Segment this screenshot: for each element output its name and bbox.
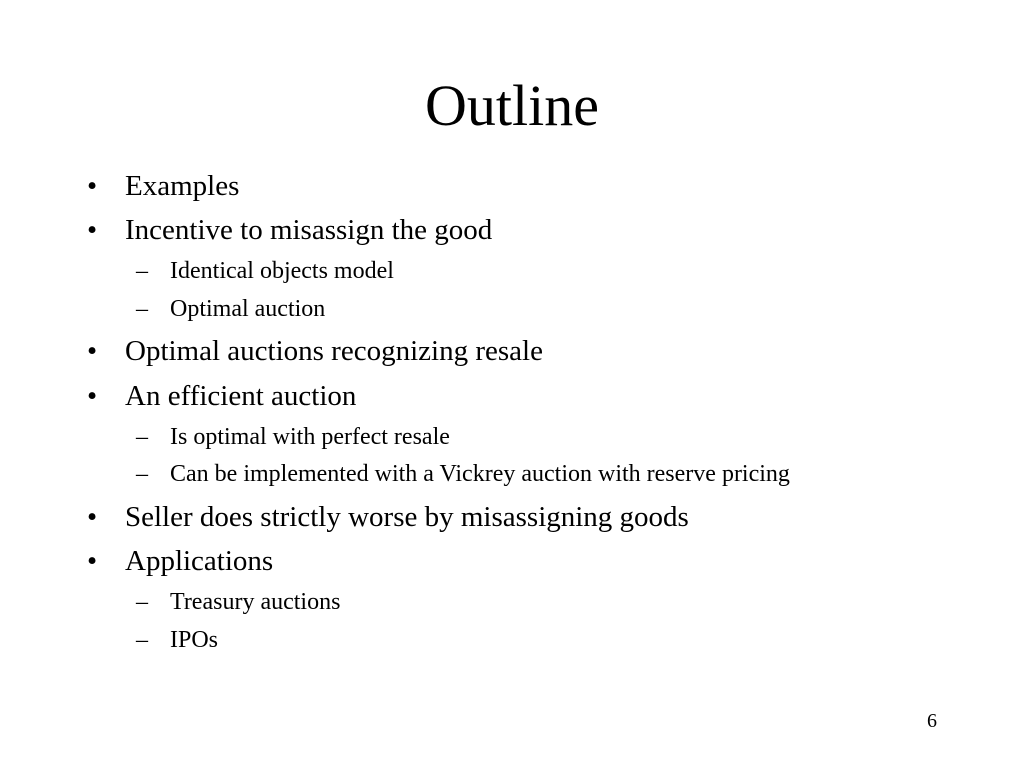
outline-subitem-vickrey: Can be implemented with a Vickrey auction with reserve pricing: [170, 461, 790, 487]
sub-marker: –: [136, 627, 148, 653]
outline-subitem-identical-objects: Identical objects model: [170, 258, 394, 284]
outline-item-optimal-resale: Optimal auctions recognizing resale: [125, 335, 543, 367]
outline-item-seller: Seller does strictly worse by misassigning goods: [125, 501, 689, 533]
sub-marker: –: [136, 296, 148, 322]
sub-marker: –: [136, 258, 148, 284]
bullet-marker: •: [87, 170, 98, 202]
outline-subitem-ipos: IPOs: [170, 627, 219, 653]
outline-item-efficient-auction: An efficient auction: [125, 380, 357, 412]
bullet-marker: •: [87, 214, 98, 246]
sub-marker: –: [136, 589, 148, 615]
outline-item-applications: Applications: [125, 545, 274, 577]
outline-subitem-perfect-resale: Is optimal with perfect resale: [170, 424, 450, 450]
slide-title: Outline: [425, 73, 599, 138]
outline-subitem-optimal-auction: Optimal auction: [170, 296, 326, 322]
sub-marker: –: [136, 461, 148, 487]
outline-item-examples: Examples: [125, 170, 240, 202]
sub-marker: –: [136, 424, 148, 450]
bullet-marker: •: [87, 545, 98, 577]
bullet-marker: •: [87, 335, 98, 367]
bullet-marker: •: [87, 380, 98, 412]
page-number: 6: [927, 710, 937, 732]
outline-subitem-treasury: Treasury auctions: [170, 589, 341, 615]
bullet-marker: •: [87, 501, 98, 533]
outline-item-incentive: Incentive to misassign the good: [125, 214, 493, 246]
